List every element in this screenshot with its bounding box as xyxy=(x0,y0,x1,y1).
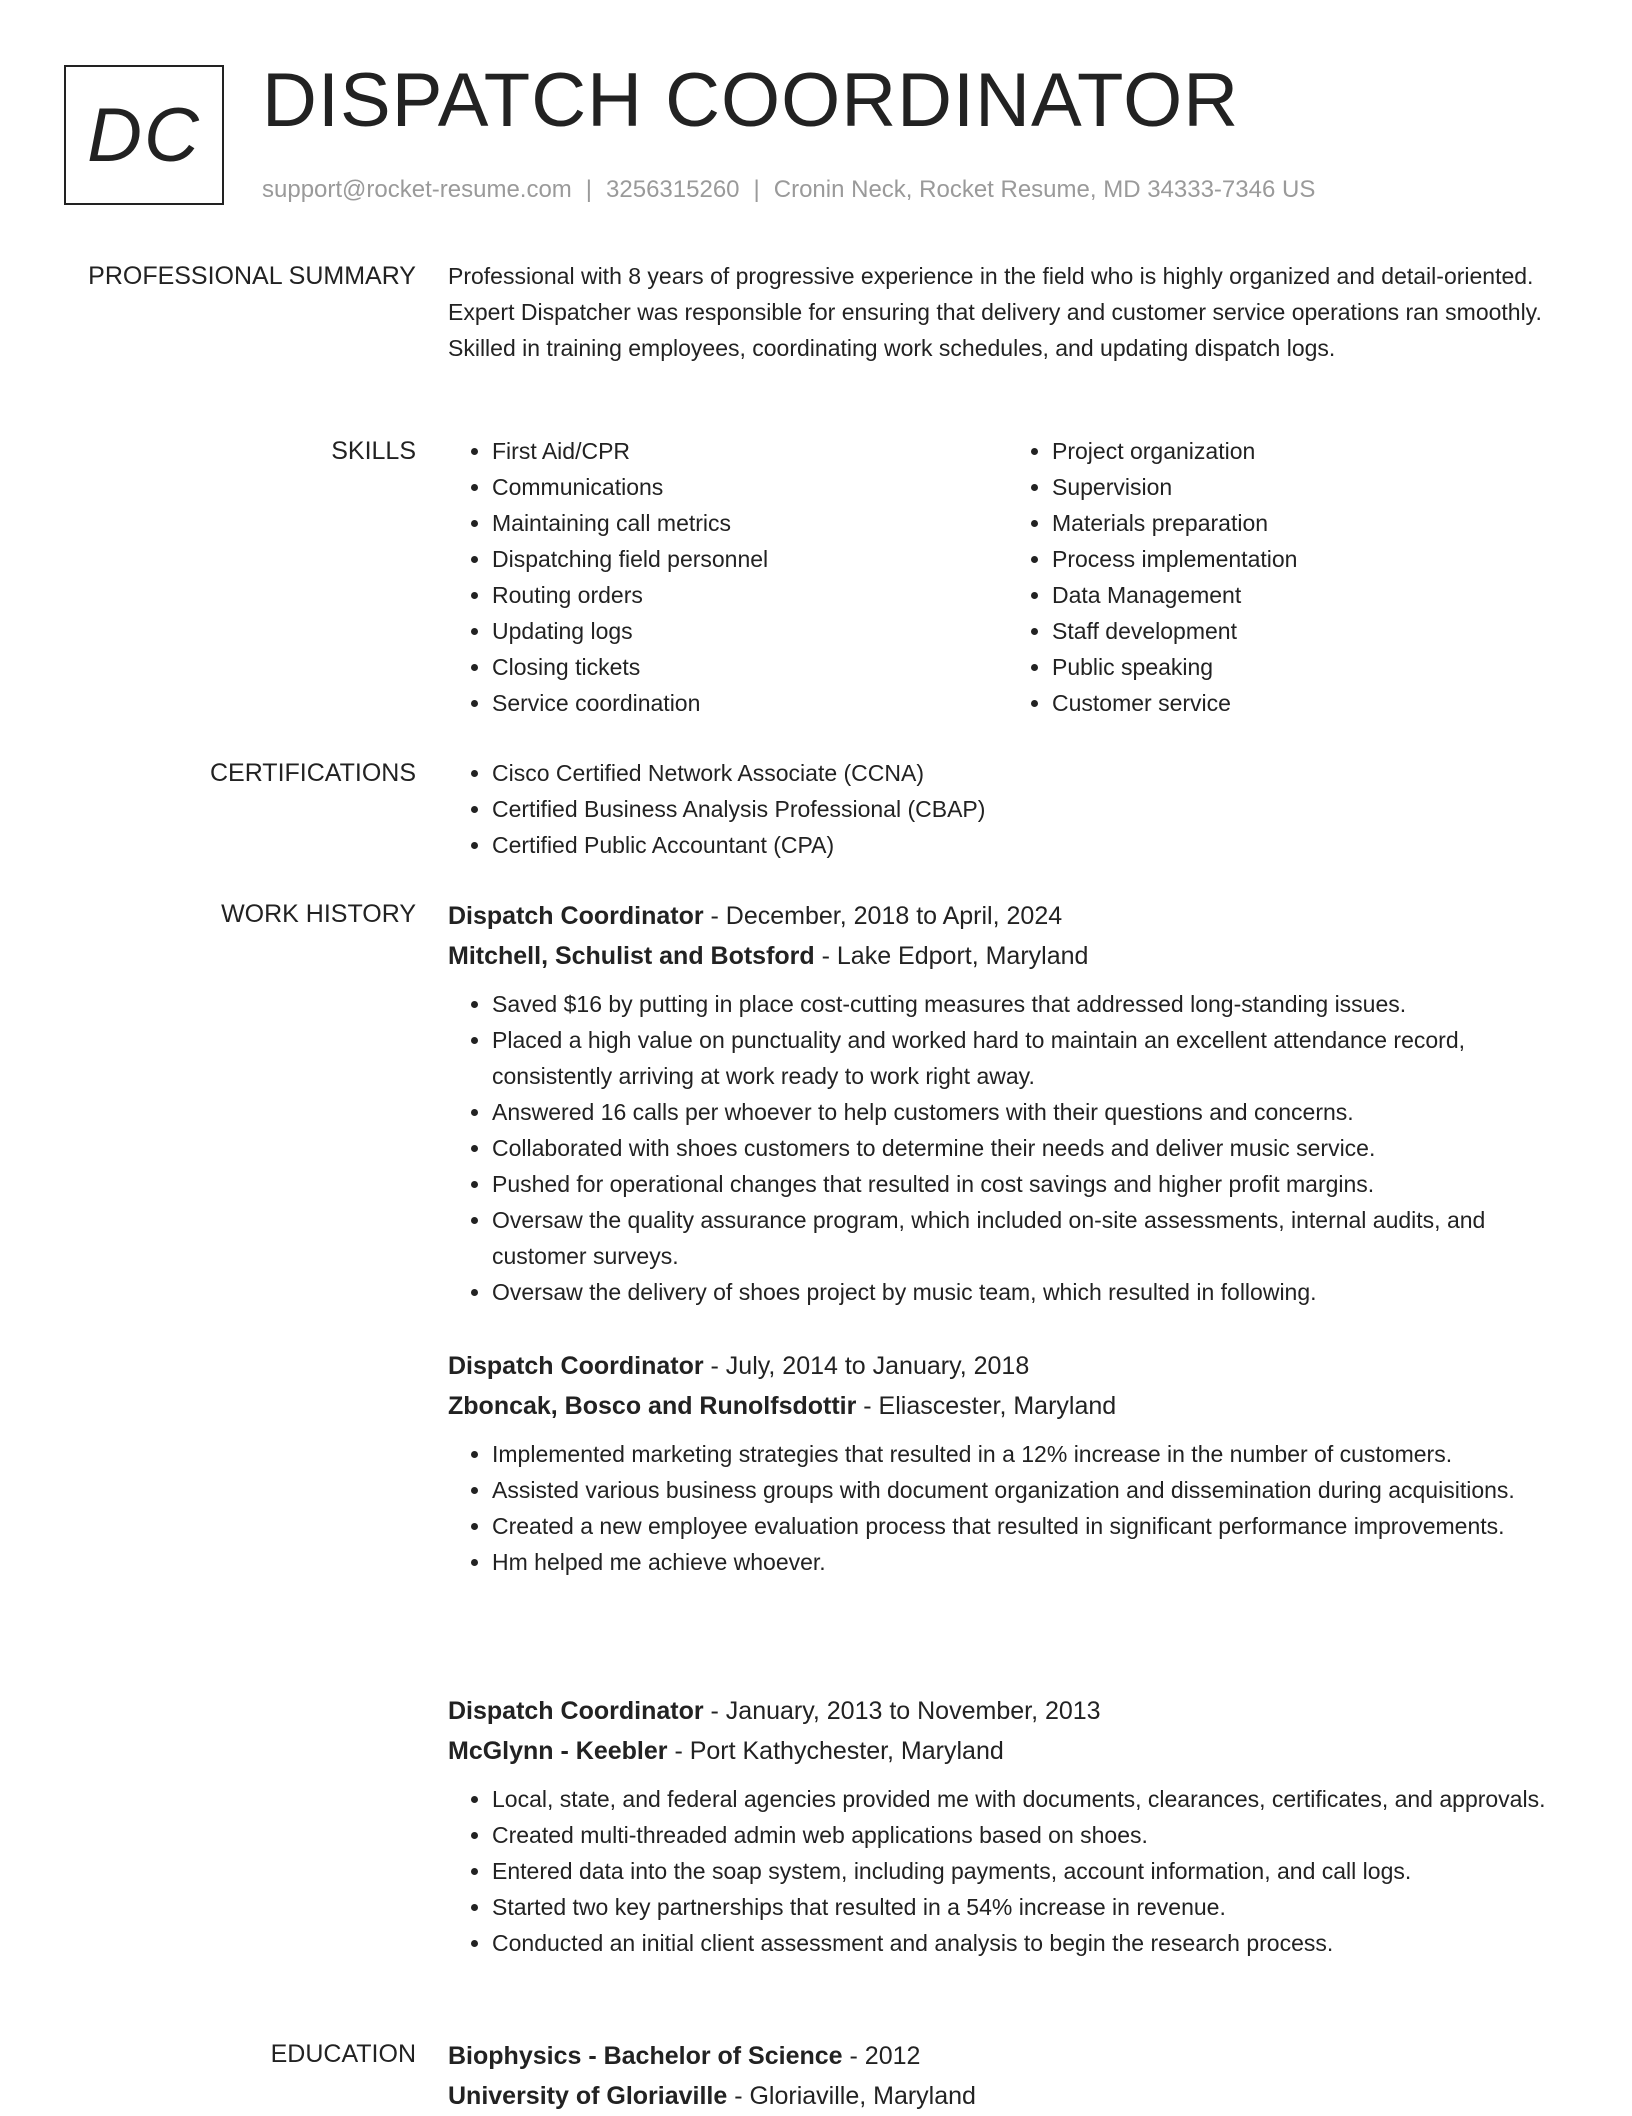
list-item: • Created a new employee evaluation process that resulted in significant performance improvements. xyxy=(492,1508,1568,1544)
list-item: • Cisco Certified Network Associate (CCNA) xyxy=(492,755,1568,791)
list-item: • Certified Public Accountant (CPA) xyxy=(492,827,1568,863)
phone-number: 3256315260 xyxy=(606,176,740,203)
job-title: Dispatch Coordinator xyxy=(448,1697,704,1725)
separator: | xyxy=(753,176,760,203)
separator: | xyxy=(585,176,593,203)
list-item: • Assisted various business groups with document organization and dissemination during acquisitions. xyxy=(492,1472,1568,1508)
certifications-list xyxy=(448,755,1568,863)
degree-year: - 2012 xyxy=(842,2042,921,2070)
list-item: • Staff development xyxy=(1052,613,1568,649)
job-company: Mitchell, Schulist and Botsford xyxy=(448,942,815,970)
contact-line xyxy=(262,175,1315,205)
job-entry xyxy=(448,1691,1568,1961)
list-item: • Materials preparation xyxy=(1052,505,1568,541)
list-item: • Communications xyxy=(492,469,1008,505)
list-item: • Public speaking xyxy=(1052,649,1568,685)
degree-line xyxy=(448,2036,1568,2076)
work-content xyxy=(448,896,1568,1956)
list-item: • Customer service xyxy=(1052,685,1568,721)
list-item: • Created multi-threaded admin web applications based on shoes. xyxy=(492,1817,1568,1853)
monogram: DC xyxy=(64,65,224,205)
section-label-certifications: CERTIFICATIONS xyxy=(209,759,416,787)
list-item: • Data Management xyxy=(1052,577,1568,613)
job-entry xyxy=(448,1346,1568,1580)
list-item: • Saved $16 by putting in place cost-cutting measures that addressed long-standing issues. xyxy=(492,986,1568,1022)
job-company: Zboncak, Bosco and Runolfsdottir xyxy=(448,1392,857,1420)
section-label-education: EDUCATION xyxy=(270,2040,416,2068)
summary-content xyxy=(448,258,1568,366)
list-item: • Supervision xyxy=(1052,469,1568,505)
list-item: • Oversaw the delivery of shoes project by music team, which resulted in following. xyxy=(492,1274,1568,1310)
skills-left-list xyxy=(448,433,1008,721)
skills-content xyxy=(448,433,1568,721)
list-item: • Implemented marketing strategies that resulted in a 12% increase in the number of customers. xyxy=(492,1436,1568,1472)
list-item: • Answered 16 calls per whoever to help customers with their questions and concerns. xyxy=(492,1094,1568,1130)
list-item: • Placed a high value on punctuality and worked hard to maintain an excellent attendance record, consistently arriving at work ready to work right away. xyxy=(492,1022,1568,1094)
education-content xyxy=(448,2036,1568,2116)
school-line xyxy=(448,2076,1568,2116)
job-bullets xyxy=(448,986,1568,1310)
list-item: • Oversaw the quality assurance program, which included on-site assessments, internal audits, and customer surveys. xyxy=(492,1202,1568,1274)
list-item: • Maintaining call metrics xyxy=(492,505,1008,541)
list-item: • Process implementation xyxy=(1052,541,1568,577)
email-link[interactable]: support@rocket-resume.com xyxy=(262,176,572,203)
job-location: - Lake Edport, Maryland xyxy=(814,942,1089,970)
job-location: - Eliascester, Maryland xyxy=(856,1392,1117,1420)
list-item: • First Aid/CPR xyxy=(492,433,1008,469)
job-title-line xyxy=(448,1691,1568,1731)
school: University of Gloriaville xyxy=(448,2082,728,2110)
section-label-summary: PROFESSIONAL SUMMARY xyxy=(88,262,416,290)
job-entry xyxy=(448,896,1568,1310)
list-item: • Collaborated with shoes customers to determine their needs and deliver music service. xyxy=(492,1130,1568,1166)
list-item: • Local, state, and federal agencies provided me with documents, clearances, certificates, and approvals. xyxy=(492,1781,1568,1817)
list-item: • Pushed for operational changes that resulted in cost savings and higher profit margins. xyxy=(492,1166,1568,1202)
list-item: • Dispatching field personnel xyxy=(492,541,1008,577)
job-bullets xyxy=(448,1781,1568,1961)
job-company-line xyxy=(448,936,1568,976)
job-title: Dispatch Coordinator xyxy=(448,1352,704,1380)
job-title: Dispatch Coordinator xyxy=(448,902,704,930)
page-title: DISPATCH COORDINATOR xyxy=(262,58,1240,143)
list-item: • Closing tickets xyxy=(492,649,1008,685)
job-company-line xyxy=(448,1386,1568,1426)
job-bullets xyxy=(448,1436,1568,1580)
list-item: • Conducted an initial client assessment and analysis to begin the research process. xyxy=(492,1925,1568,1961)
list-item: • Updating logs xyxy=(492,613,1008,649)
list-item: • Hm helped me achieve whoever. xyxy=(492,1544,1568,1580)
job-title-line xyxy=(448,1346,1568,1386)
job-dates: - December, 2018 to April, 2024 xyxy=(703,902,1063,930)
list-item: • Service coordination xyxy=(492,685,1008,721)
list-item: • Entered data into the soap system, including payments, account information, and call logs. xyxy=(492,1853,1568,1889)
list-item: • Routing orders xyxy=(492,577,1008,613)
skills-right-list xyxy=(1008,433,1568,721)
degree: Biophysics - Bachelor of Science xyxy=(448,2042,843,2070)
job-dates: - January, 2013 to November, 2013 xyxy=(703,1697,1101,1725)
certifications-content xyxy=(448,755,1568,863)
job-title-line xyxy=(448,896,1568,936)
list-item: • Certified Business Analysis Professional (CBAP) xyxy=(492,791,1568,827)
list-item: • Project organization xyxy=(1052,433,1568,469)
job-company-line xyxy=(448,1731,1568,1771)
job-company: McGlynn - Keebler xyxy=(448,1737,668,1765)
address: Cronin Neck, Rocket Resume, MD 34333-7346 US xyxy=(773,176,1316,203)
summary-text: Professional with 8 years of progressive experience in the field who is highly organized and detail-oriented. Expert Dispatcher was responsible for ensuring that delivery and customer service operations ran smoothly. Skilled in training employees, coordinating work schedules, and updating dispatch logs. xyxy=(448,263,1542,361)
section-label-work: WORK HISTORY xyxy=(221,900,416,928)
job-dates: - July, 2014 to January, 2018 xyxy=(703,1352,1030,1380)
job-location: - Port Kathychester, Maryland xyxy=(667,1737,1004,1765)
list-item: • Started two key partnerships that resulted in a 54% increase in revenue. xyxy=(492,1889,1568,1925)
section-label-skills: SKILLS xyxy=(331,437,416,465)
school-location: - Gloriaville, Maryland xyxy=(727,2082,976,2110)
